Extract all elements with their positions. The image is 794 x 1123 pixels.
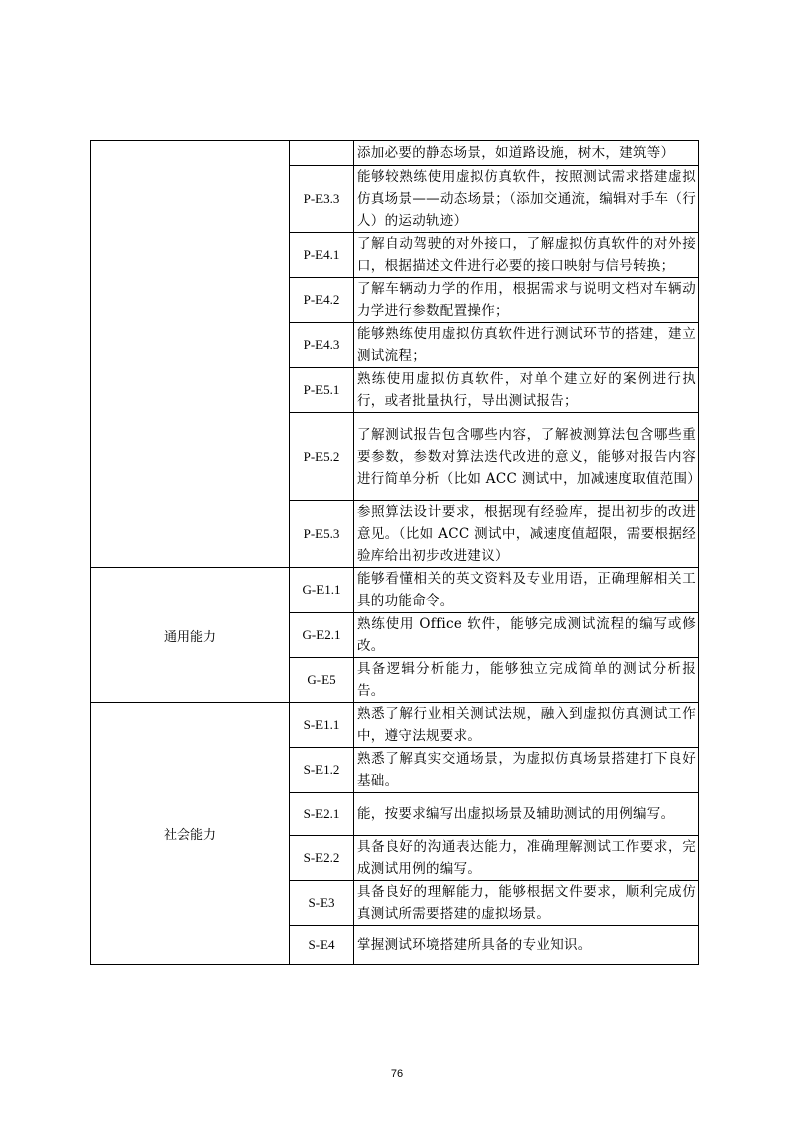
code-cell: G-E2.1 <box>290 613 354 658</box>
code-cell <box>290 141 354 166</box>
description-cell: 能够较熟练使用虚拟仿真软件，按照测试需求搭建虚拟仿真场景——动态场景；（添加交通流，编辑对手车（行人）的运动轨迹） <box>354 166 699 233</box>
description-cell: 熟练使用虚拟仿真软件，对单个建立好的案例进行执行，或者批量执行，导出测试报告； <box>354 368 699 413</box>
page-number: 76 <box>390 1068 404 1080</box>
description-cell: 能够看懂相关的英文资料及专业用语，正确理解相关工具的功能命令。 <box>354 568 699 613</box>
category-cell-social: 社会能力 <box>91 703 290 965</box>
code-cell: S-E2.1 <box>290 793 354 836</box>
category-cell-general: 通用能力 <box>91 568 290 703</box>
description-cell: 熟练使用 Office 软件，能够完成测试流程的编写或修改。 <box>354 613 699 658</box>
description-cell: 熟悉了解行业相关测试法规，融入到虚拟仿真测试工作中，遵守法规要求。 <box>354 703 699 748</box>
code-cell: P-E5.2 <box>290 413 354 501</box>
category-cell-professional <box>91 141 290 568</box>
table-row <box>91 703 699 748</box>
table-row <box>91 568 699 613</box>
description-cell: 添加必要的静态场景，如道路设施，树木，建筑等） <box>354 141 699 166</box>
description-cell: 了解自动驾驶的对外接口，了解虚拟仿真软件的对外接口，根据描述文件进行必要的接口映射与信号转换； <box>354 233 699 278</box>
code-cell: P-E5.3 <box>290 501 354 568</box>
code-cell: P-E4.3 <box>290 323 354 368</box>
code-cell: S-E2.2 <box>290 836 354 881</box>
description-cell: 了解测试报告包含哪些内容，了解被测算法包含哪些重要参数，参数对算法迭代改进的意义，能够对报告内容进行简单分析（比如 ACC 测试中，加减速度取值范围） <box>354 413 699 501</box>
table-row <box>91 141 699 166</box>
description-cell: 掌握测试环境搭建所具备的专业知识。 <box>354 926 699 965</box>
code-cell: P-E5.1 <box>290 368 354 413</box>
code-cell: P-E4.1 <box>290 233 354 278</box>
description-cell: 能够熟练使用虚拟仿真软件进行测试环节的搭建，建立测试流程； <box>354 323 699 368</box>
code-cell: G-E5 <box>290 658 354 703</box>
description-cell: 参照算法设计要求，根据现有经验库，提出初步的改进意见。（比如 ACC 测试中，减速度值超限，需要根据经验库给出初步改进建议） <box>354 501 699 568</box>
code-cell: S-E3 <box>290 881 354 926</box>
code-cell: S-E1.2 <box>290 748 354 793</box>
competency-table <box>90 140 702 965</box>
code-cell: S-E4 <box>290 926 354 965</box>
description-cell: 具备逻辑分析能力，能够独立完成简单的测试分析报告。 <box>354 658 699 703</box>
description-cell: 能，按要求编写出虚拟场景及辅助测试的用例编写。 <box>354 793 699 836</box>
description-cell: 了解车辆动力学的作用，根据需求与说明文档对车辆动力学进行参数配置操作； <box>354 278 699 323</box>
code-cell: S-E1.1 <box>290 703 354 748</box>
description-cell: 熟悉了解真实交通场景，为虚拟仿真场景搭建打下良好基础。 <box>354 748 699 793</box>
description-cell: 具备良好的沟通表达能力，准确理解测试工作要求，完成测试用例的编写。 <box>354 836 699 881</box>
code-cell: P-E4.2 <box>290 278 354 323</box>
code-cell: G-E1.1 <box>290 568 354 613</box>
code-cell: P-E3.3 <box>290 166 354 233</box>
description-cell: 具备良好的理解能力，能够根据文件要求，顺利完成仿真测试所需要搭建的虚拟场景。 <box>354 881 699 926</box>
